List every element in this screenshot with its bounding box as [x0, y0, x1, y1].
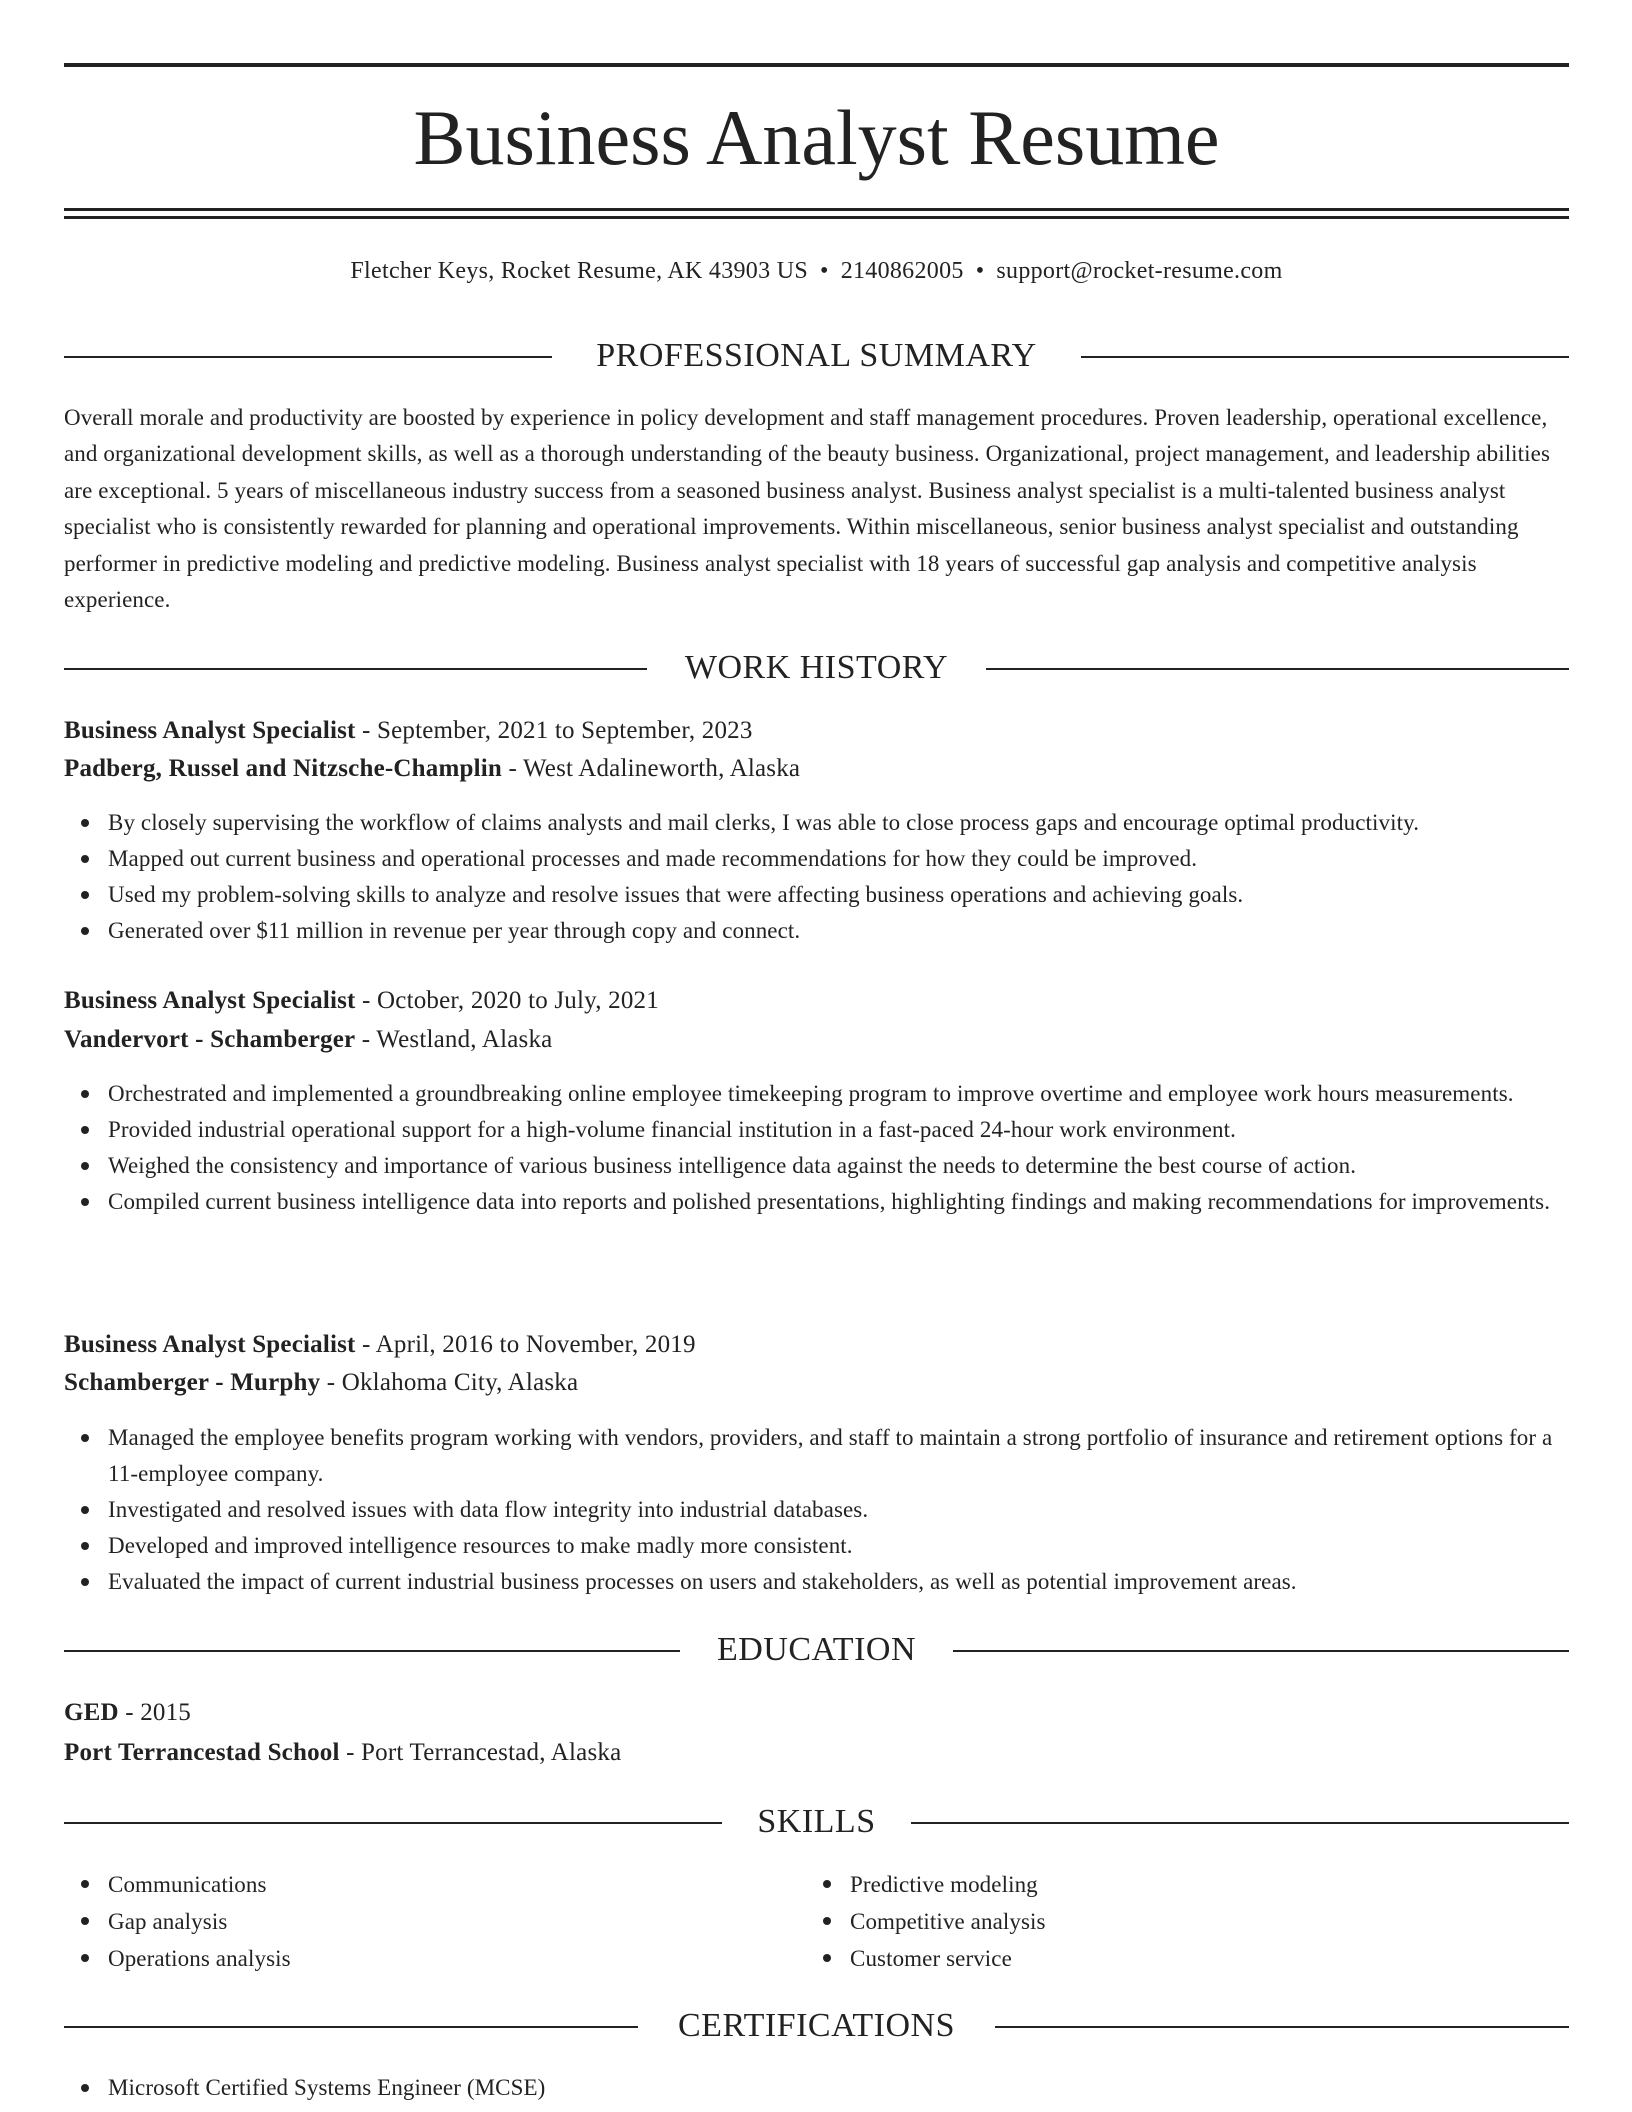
section-title: EDUCATION — [716, 1631, 917, 1668]
list-item: Compiled current business intelligence data into reports and polished presentations, highlighting findings and making recommendations for improvements. — [64, 1184, 1569, 1220]
list-item: Operations analysis — [64, 1940, 764, 1977]
job-dates: - September, 2021 to September, 2023 — [355, 717, 753, 744]
contact-separator: • — [819, 258, 829, 284]
section-heading-skills — [64, 1802, 1569, 1842]
summary-text: Overall morale and productivity are boosted by experience in policy development and staff management procedures. Proven leadership, operational excellence, and organizational development skills, as well as a thorough understanding of the beauty business. Organizational, project management, and leadership abilities are exceptional. 5 years of miscellaneous industry success from a seasoned business analyst. Business analyst specialist is a multi-talented business analyst specialist who is consistently rewarded for planning and operational improvements. Within miscellaneous, senior business analyst specialist and outstanding performer in predictive modeling and predictive modeling. Business analyst specialist with 18 years of successful gap analysis and competitive analysis experience. — [64, 405, 1551, 613]
job-location: - Westland, Alaska — [355, 1026, 553, 1053]
job-company-line — [64, 1021, 1569, 1059]
list-item: Gap analysis — [64, 1903, 764, 1940]
section-heading-certifications — [64, 2006, 1569, 2046]
section-heading-education — [64, 1630, 1569, 1670]
section-title: CERTIFICATIONS — [678, 2007, 955, 2044]
list-item: Investigated and resolved issues with data flow integrity into industrial databases. — [64, 1492, 1569, 1528]
list-item: Evaluated the impact of current industrial business processes on users and stakeholders, as well as potential improvement areas. — [64, 1564, 1569, 1600]
heading-rule — [986, 668, 1569, 670]
job-company: Schamberger - Murphy — [64, 1369, 321, 1396]
job-title: Business Analyst Specialist — [64, 717, 356, 744]
list-item: Predictive modeling — [806, 1866, 1506, 1903]
list-item: Mapped out current business and operational processes and made recommendations for how they could be improved. — [64, 841, 1569, 877]
title-double-rule-lower — [64, 216, 1569, 219]
skills-list-right — [806, 1866, 1506, 1977]
job-title: Business Analyst Specialist — [64, 987, 356, 1014]
job-company-line — [64, 750, 1569, 788]
title-double-rule-upper — [64, 208, 1569, 211]
section-title: SKILLS — [757, 1803, 876, 1840]
list-item: Microsoft Certified Systems Engineer (MCSE) — [64, 2070, 1569, 2106]
list-item: Customer service — [806, 1940, 1506, 1977]
page-title: Business Analyst Resume — [413, 94, 1220, 181]
section-heading-summary — [64, 336, 1569, 376]
job-location: - Oklahoma City, Alaska — [320, 1369, 579, 1396]
section-title: WORK HISTORY — [684, 649, 949, 686]
education-school: Port Terrancestad School — [64, 1739, 340, 1766]
list-item: Provided industrial operational support for a high-volume financial institution in a fast-paced 24-hour work environment. — [64, 1112, 1569, 1148]
job-bullets — [64, 1420, 1569, 1600]
list-item: Weighed the consistency and importance of various business intelligence data against the needs to determine the best course of action. — [64, 1148, 1569, 1184]
job-title-line — [64, 712, 1569, 750]
contact-address: Fletcher Keys, Rocket Resume, AK 43903 US — [350, 258, 808, 284]
job-title: Business Analyst Specialist — [64, 1331, 356, 1358]
list-item: By closely supervising the workflow of claims analysts and mail clerks, I was able to close process gaps and encourage optimal productivity. — [64, 805, 1569, 841]
education-degree: GED — [64, 1699, 119, 1726]
top-rule — [64, 63, 1569, 67]
heading-rule — [1081, 356, 1569, 358]
contact-line — [64, 253, 1569, 289]
list-item: Generated over $11 million in revenue per year through copy and connect. — [64, 913, 1569, 949]
heading-rule — [911, 1822, 1569, 1824]
education-location: - Port Terrancestad, Alaska — [339, 1739, 622, 1766]
list-item: Managed the employee benefits program working with vendors, providers, and staff to maintain a strong portfolio of insurance and retirement options for a 11-employee company. — [64, 1420, 1569, 1492]
contact-phone: 2140862005 — [840, 258, 964, 284]
job-company-line — [64, 1364, 1569, 1402]
education-school-line — [64, 1734, 1569, 1772]
education-year: - 2015 — [118, 1699, 192, 1726]
job-title-line — [64, 1326, 1569, 1364]
section-heading-work-history — [64, 648, 1569, 688]
section-title: PROFESSIONAL SUMMARY — [596, 337, 1037, 374]
job-title-line — [64, 982, 1569, 1020]
job-bullets — [64, 805, 1569, 949]
job-dates: - October, 2020 to July, 2021 — [355, 987, 659, 1014]
job-company: Vandervort - Schamberger — [64, 1026, 356, 1053]
contact-email: support@rocket-resume.com — [996, 258, 1283, 284]
list-item: Used my problem-solving skills to analyze and resolve issues that were affecting business operations and achieving goals. — [64, 877, 1569, 913]
list-item: Competitive analysis — [806, 1903, 1506, 1940]
heading-rule — [953, 1650, 1569, 1652]
job-dates: - April, 2016 to November, 2019 — [355, 1331, 696, 1358]
contact-separator: • — [975, 258, 985, 284]
job-company: Padberg, Russel and Nitzsche-Champlin — [64, 755, 502, 782]
certifications-list — [64, 2070, 1569, 2106]
job-location: - West Adalineworth, Alaska — [502, 755, 801, 782]
job-bullets — [64, 1076, 1569, 1220]
education-degree-line — [64, 1694, 1569, 1732]
list-item: Developed and improved intelligence resources to make madly more consistent. — [64, 1528, 1569, 1564]
heading-rule — [995, 2026, 1569, 2028]
skills-list-left — [64, 1866, 764, 1977]
list-item: Communications — [64, 1866, 764, 1903]
list-item: Orchestrated and implemented a groundbreaking online employee timekeeping program to improve overtime and employee work hours measurements. — [64, 1076, 1569, 1112]
